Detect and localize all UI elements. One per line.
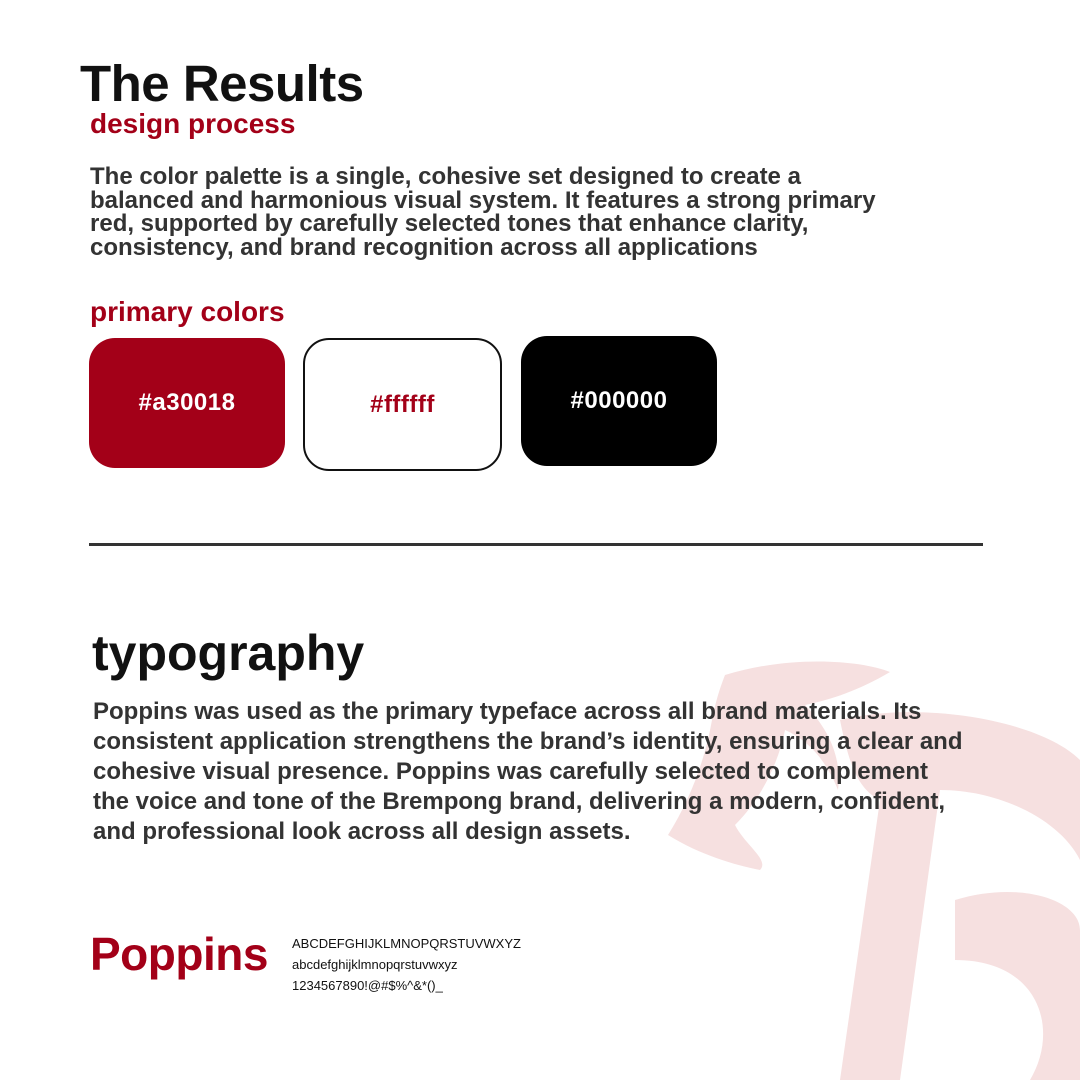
font-name-sample: Poppins: [90, 928, 268, 980]
section-divider: [89, 543, 983, 546]
swatch-hex-label: #ffffff: [370, 390, 435, 418]
intro-paragraph: The color palette is a single, cohesive set designed to create a balanced and harmonious visual system. It features a strong primary red, supported by carefully selected tones that enhance clarity, consistency, and brand recognition across all applications: [90, 163, 876, 261]
swatch-hex-label: #000000: [570, 387, 668, 414]
color-swatch-black: [521, 336, 717, 466]
page-title: The Results: [80, 55, 364, 112]
glyph-line-numbers: 1234567890!@#$%^&*()_: [292, 978, 443, 993]
section-subtitle: design process: [90, 108, 296, 139]
glyph-specimen: [292, 933, 521, 996]
glyph-line-lowercase: abcdefghijklmnopqrstuvwxyz: [292, 957, 458, 972]
color-swatch-red: [89, 338, 285, 468]
typography-heading: typography: [92, 625, 365, 681]
primary-colors-label: primary colors: [90, 296, 285, 327]
swatch-hex-label: #a30018: [138, 389, 236, 416]
color-swatch-white: [303, 338, 502, 471]
glyph-line-uppercase: ABCDEFGHIJKLMNOPQRSTUVWXYZ: [292, 936, 521, 951]
typography-paragraph: Poppins was used as the primary typeface across all brand materials. Its consistent application strengthens the brand’s identity, ensuring a clear and cohesive visual presence. Poppins was carefully selected to complement the voice and tone of the Brempong brand, delivering a modern, confident, and professional look across all design assets.: [93, 698, 963, 845]
